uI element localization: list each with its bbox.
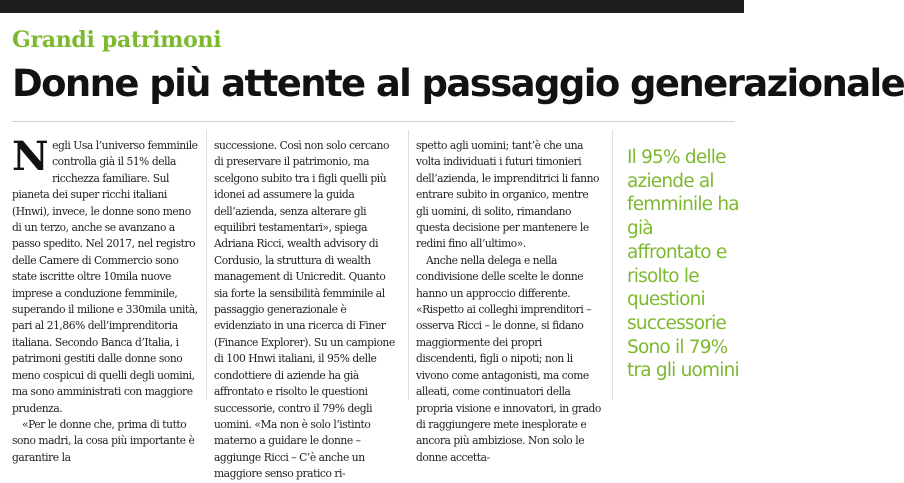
drop-cap: N: [12, 133, 49, 180]
section-kicker: Grandi patrimoni: [12, 27, 222, 53]
column-divider: [612, 130, 613, 400]
paragraph: «Per le donne che, prima di tutto sono madri, la cosa più importante è garantire la: [12, 417, 195, 464]
paragraph: successione. Così non solo cercano di preservare il patrimonio, ma scelgono subito tra i figli quelli più idonei ad assumere la guida dell’azienda, senza alterare gli equilibri testamentari», spiega Adriana Ricci, wealth advisory di Cordusio, la struttura di wealth management di Unicredit. Quanto sia forte la sensibilità femminile al passaggio generazionale è evidenziato in una ricerca di Finer (Finance Explorer). Su un campione di 100 Hnwi italiani, il 95% delle condottiere di aziende ha già affrontato e risolto le questioni successorie, contro il 79% degli uomini. «Ma non è solo l’istinto materno a guidare le donne – aggiunge Ricci – C’è anche un maggiore senso pratico ri-: [214, 139, 395, 481]
column-divider: [206, 130, 207, 400]
pull-quote: Il 95% delle aziende al femminile ha già affrontato e risolto le questioni successorie Sono il 79% tra gli uomini: [627, 147, 739, 382]
paragraph: spetto agli uomini; tant’è che una volta individuati i futuri timonieri dell’azienda, le imprenditrici li fanno entrare subito in organico, mentre gli uomini, di solito, rimandano questa decisione per mantenere le redini fino all’ultimo».: [416, 139, 599, 251]
article-column-1: [12, 133, 198, 464]
paragraph: Anche nella delega e nella condivisione delle scelte le donne hanno un approccio differente. «Rispetto ai colleghi imprenditori – osserva Ricci – le donne, si fidano maggiormente dei propri discendenti, figli o nipoti; non li vivono come antagonisti, ma come alleati, come continuatori della propria visione e innovatori, in grado di raggiungere mete inesplorate e ancora più ambiziose. Non solo le donne accetta-: [416, 253, 601, 464]
column-divider: [408, 130, 409, 400]
article-column-2: [214, 138, 400, 481]
article-headline: Donne più attente al passaggio generazionale: [12, 62, 904, 105]
headline-divider: [12, 121, 735, 122]
paragraph-text: egli Usa l’universo femminile controlla già il 51% della ricchezza familiare. Sul pianeta dei super ricchi italiani (Hnwi), invece, le donne sono meno di un terzo, anche se avanzano a passo spedito. Nel 2017, nel registro delle Camere di Commercio sono state iscritte oltre 10mila nuove imprese a conduzione femminile, superando il milione e 330mila unità, pari al 21,86% dell’imprenditoria italiana. Secondo Banca d’Italia, i patrimoni gestiti dalle donne sono meno cospicui di quelli degli uomini, ma sono amministrati con maggiore prudenza.: [12, 139, 198, 415]
top-bar: [0, 0, 744, 13]
paragraph: [12, 133, 198, 417]
article-column-3: [416, 138, 602, 464]
